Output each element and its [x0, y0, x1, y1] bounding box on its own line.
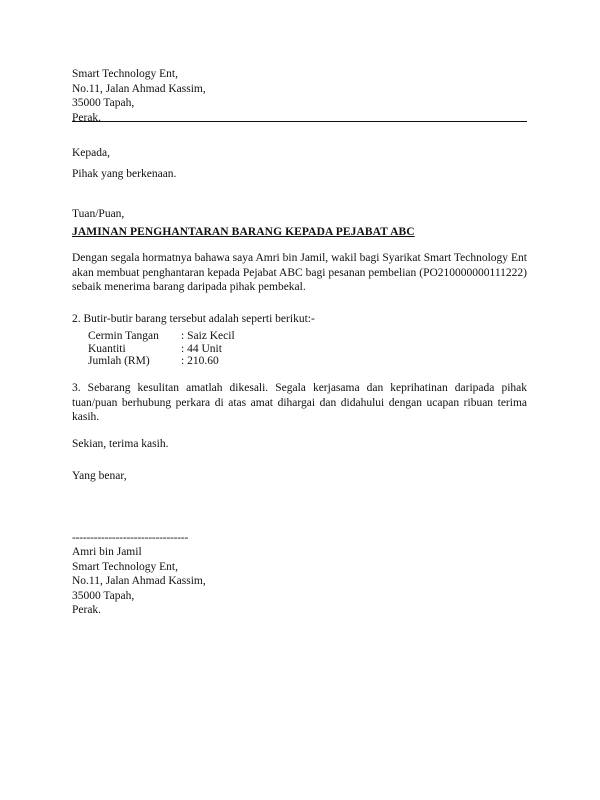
- signatory-line: Perak.: [72, 604, 102, 616]
- sender-address-line: No.11, Jalan Ahmad Kassim,: [72, 82, 206, 95]
- item-value: : 44 Unit: [181, 342, 222, 355]
- item-label: Kuantiti: [88, 342, 126, 355]
- signatory-line: 35000 Tapah,: [72, 589, 135, 602]
- sender-address-line: 35000 Tapah,: [72, 97, 135, 109]
- item-row: [88, 330, 235, 343]
- sender-address-line: Smart Technology Ent,: [72, 68, 178, 80]
- recipient-to-label: Kepada,: [72, 147, 110, 159]
- sender-address-line: Perak.: [72, 111, 102, 124]
- item-details: [88, 330, 235, 368]
- signatory-name: Amri bin Jamil: [72, 546, 142, 558]
- item-value: : 210.60: [181, 355, 219, 367]
- letter-subject: JAMINAN PENGHANTARAN BARANG KEPADA PEJABAT ABC: [72, 226, 415, 238]
- signatory-block: [72, 545, 206, 618]
- sender-address: [72, 67, 206, 125]
- salutation: Tuan/Puan,: [72, 208, 125, 220]
- item-label: Cermin Tangan: [88, 330, 159, 342]
- paragraph-intro: Dengan segala hormatnya bahawa saya Amri bin Jamil, wakil bagi Syarikat Smart Technology Ent akan membuat penghantaran kepada Pejabat ABC bagi pesanan pembelian (PO210000000111222) sebaik menerima barang daripada pihak pembekal.: [72, 252, 527, 293]
- signatory-line: Smart Technology Ent,: [72, 560, 178, 573]
- item-row: [88, 343, 235, 356]
- recipient-name: Pihak yang berkenaan.: [72, 168, 177, 180]
- signatory-line: No.11, Jalan Ahmad Kassim,: [72, 575, 206, 587]
- item-label: Jumlah (RM): [88, 355, 150, 367]
- paragraph-appreciation: 3. Sebarang kesulitan amatlah dikesali. Segala kerjasama dan keprihatinan daripada pihak tuan/puan berhubung perkara di atas amat dihargai dan didahului dengan ucapan ribuan terima kasih.: [72, 382, 527, 423]
- item-value: : Saiz Kecil: [181, 330, 235, 342]
- paragraph-items-intro: 2. Butir-butir barang tersebut adalah seperti berikut:-: [72, 313, 315, 325]
- signature-line: --------------------------------: [72, 532, 189, 544]
- header-divider: [72, 121, 527, 122]
- closing-text: Sekian, terima kasih.: [72, 438, 169, 450]
- sign-off: Yang benar,: [72, 470, 127, 482]
- item-row: [88, 355, 235, 368]
